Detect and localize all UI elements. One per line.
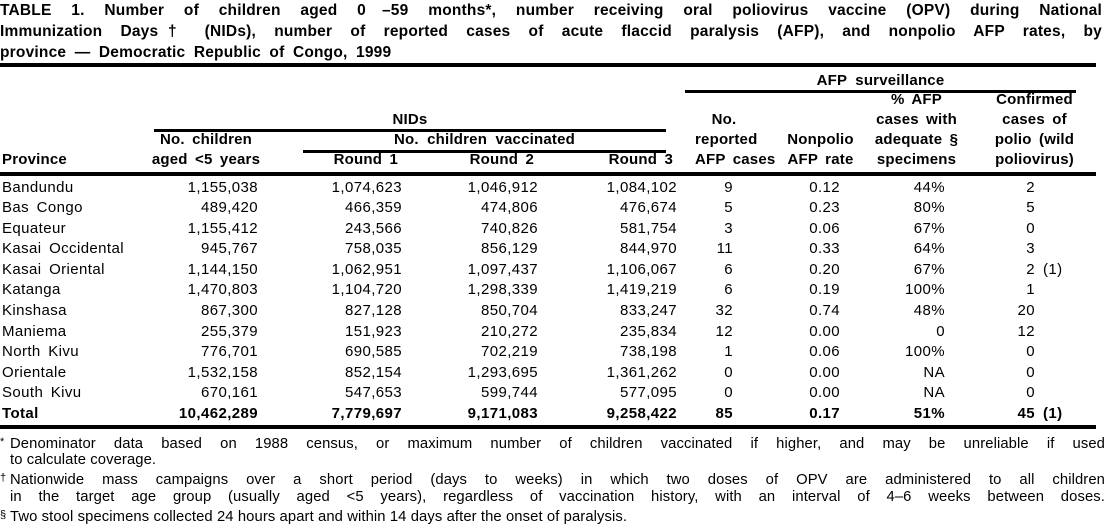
cell-rate: 0.06 — [809, 343, 840, 361]
footnote-1-line-2: to calculate coverage. — [10, 452, 157, 469]
cell-afp_cases: 0 — [724, 363, 733, 381]
cell-confirmed-group — [951, 239, 1078, 260]
col-header-children: No. children aged <5 years — [151, 131, 261, 168]
cell-confirmed: 1 — [1026, 281, 1035, 299]
cell-confirmed-group — [951, 363, 1078, 384]
cell-rate: 0.74 — [809, 302, 840, 320]
table-title-line3: province — Democratic Republic of Congo, 1999 — [0, 44, 392, 61]
cell-confirmed: 0 — [1026, 384, 1035, 402]
cell-confirmed: 12 — [1017, 322, 1035, 340]
cell-children: 867,300 — [200, 302, 258, 320]
cell-confirmed: 45 — [1017, 405, 1035, 423]
asterisk-symbol: * — [0, 436, 5, 448]
section-symbol: § — [0, 508, 7, 521]
title-line1-part-a: TABLE 1. Number of children aged 0 — [0, 2, 366, 19]
cell-round3: 581,754 — [619, 219, 677, 237]
header-bottom-rule — [0, 172, 1096, 177]
cell-children: 489,420 — [200, 199, 258, 217]
cell-children: 10,462,289 — [178, 405, 258, 423]
cell-round2: 599,744 — [480, 384, 538, 402]
col-header-province: Province — [2, 151, 67, 168]
cell-adequate: 44% — [913, 178, 945, 196]
table-row — [0, 301, 1078, 322]
cell-adequate: 100% — [905, 343, 945, 361]
table-row — [0, 178, 1078, 199]
cell-confirmed: 2 — [1026, 178, 1035, 196]
footnote-2-line-2: in the target age group (usually aged <5 years), regardless of vaccination history, with an interval of 4–6 weeks between doses. — [10, 488, 1105, 505]
cell-confirmed-suffix — [1035, 342, 1078, 363]
cell-adequate: NA — [923, 363, 945, 381]
cell-round1: 827,128 — [344, 302, 402, 320]
cell-adequate: 100% — [905, 281, 945, 299]
cell-confirmed-suffix — [1035, 301, 1078, 322]
col-header-confirmed: Confirmed cases of polio (wild poliovirus) — [994, 91, 1075, 168]
cell-children: 1,532,158 — [187, 363, 258, 381]
cell-confirmed: 0 — [1026, 219, 1035, 237]
cell-rate: 0.00 — [809, 363, 840, 381]
cell-province: Kasai Occidental — [2, 240, 124, 258]
cell-rate: 0.00 — [809, 384, 840, 402]
table-bottom-rule — [0, 425, 1096, 429]
cell-confirmed-group — [951, 178, 1078, 199]
cell-province: Kasai Oriental — [2, 260, 105, 278]
cell-confirmed-group — [951, 404, 1078, 425]
cell-round2: 210,272 — [480, 322, 538, 340]
cell-province: Bas Congo — [2, 199, 83, 217]
cell-afp_cases: 3 — [724, 219, 733, 237]
cell-round1: 547,653 — [344, 384, 402, 402]
table-row — [0, 219, 1078, 240]
col-header-round1: Round 1 — [333, 151, 398, 168]
col-header-nonpolio-rate: Nonpolio AFP rate — [787, 131, 854, 168]
nids-group-header: NIDs — [392, 111, 428, 128]
cell-children: 1,155,038 — [187, 178, 258, 196]
cell-confirmed-group — [951, 322, 1078, 343]
cell-round3: 1,361,262 — [606, 363, 677, 381]
cell-confirmed-suffix — [1035, 239, 1078, 260]
cell-afp_cases: 6 — [724, 260, 733, 278]
table-body — [0, 178, 1078, 425]
cell-province: Katanga — [2, 281, 61, 299]
cell-confirmed: 5 — [1026, 199, 1035, 217]
table-title — [0, 0, 1102, 63]
cell-round2: 702,219 — [480, 343, 538, 361]
cell-rate: 0.19 — [809, 281, 840, 299]
table-title-line1 — [0, 0, 1102, 21]
cell-rate: 0.06 — [809, 219, 840, 237]
cell-confirmed-suffix — [1035, 198, 1078, 219]
cell-round1: 466,359 — [344, 199, 402, 217]
table-row — [0, 260, 1078, 281]
cell-adequate: 0 — [936, 322, 945, 340]
cell-afp_cases: 12 — [715, 322, 733, 340]
cell-children: 776,701 — [200, 343, 258, 361]
cell-children: 1,155,412 — [187, 219, 258, 237]
cell-confirmed-suffix — [1035, 178, 1078, 199]
col-header-reported-afp: No. reported AFP cases — [695, 111, 776, 168]
footnotes — [0, 433, 1105, 524]
cell-confirmed-group — [951, 301, 1078, 322]
cell-confirmed-group — [951, 260, 1078, 281]
footnote-1-line-1 — [0, 433, 1105, 451]
afp-surveillance-group-header: AFP surveillance — [816, 72, 945, 89]
cell-confirmed-suffix — [1035, 363, 1078, 384]
table-row — [0, 383, 1078, 404]
cell-round1: 7,779,697 — [331, 405, 402, 423]
cell-round1: 151,923 — [344, 322, 402, 340]
children-vaccinated-group-header: No. children vaccinated — [394, 131, 575, 148]
cell-rate: 0.20 — [809, 260, 840, 278]
cell-province: Orientale — [2, 363, 67, 381]
cell-round3: 1,106,067 — [606, 260, 677, 278]
cell-confirmed: 3 — [1026, 240, 1035, 258]
cell-province: Bandundu — [2, 178, 74, 196]
cell-adequate: 64% — [913, 240, 945, 258]
column-header-row — [0, 88, 1078, 170]
col-header-round2: Round 2 — [469, 151, 534, 168]
table-row — [0, 239, 1078, 260]
cell-afp_cases: 11 — [716, 240, 733, 258]
cell-province: Equateur — [2, 219, 67, 237]
cell-adequate: 80% — [913, 199, 945, 217]
cell-rate: 0.00 — [809, 322, 840, 340]
cell-confirmed-group — [951, 342, 1078, 363]
cell-round3: 1,419,219 — [606, 281, 677, 299]
cell-adequate: NA — [923, 384, 945, 402]
cell-round2: 1,293,695 — [467, 363, 538, 381]
cell-round3: 1,084,102 — [606, 178, 677, 196]
cell-afp_cases: 5 — [724, 199, 733, 217]
cell-rate: 0.33 — [809, 240, 840, 258]
cell-afp_cases: 32 — [715, 302, 733, 320]
cell-confirmed-group — [951, 280, 1078, 301]
cell-children: 1,470,803 — [187, 281, 258, 299]
cell-confirmed-group — [951, 219, 1078, 240]
cell-round1: 1,074,623 — [331, 178, 402, 196]
cell-confirmed-suffix — [1035, 280, 1078, 301]
cell-children: 670,161 — [200, 384, 258, 402]
cell-round2: 9,171,083 — [467, 405, 538, 423]
cell-afp_cases: 9 — [724, 178, 733, 196]
cell-round1: 852,154 — [344, 363, 402, 381]
footnote-3-line-1 — [0, 506, 1105, 524]
cell-confirmed: 2 — [1026, 260, 1035, 278]
cell-round3: 577,095 — [619, 384, 677, 402]
cell-confirmed-suffix — [1035, 383, 1078, 404]
dagger-symbol: † — [0, 472, 7, 485]
cell-round1: 1,062,951 — [331, 260, 402, 278]
cell-adequate: 67% — [913, 260, 945, 278]
cell-province: Maniema — [2, 322, 67, 340]
footnote-2-text: Nationwide mass campaigns over a short period (days to weeks) in which two doses of OPV are administered to all children — [10, 472, 1105, 489]
cell-round3: 476,674 — [619, 199, 677, 217]
cell-round3: 738,198 — [619, 343, 677, 361]
table-row — [0, 198, 1078, 219]
title-divider-rule — [0, 63, 1096, 67]
cell-round2: 1,097,437 — [467, 260, 538, 278]
cell-round3: 235,834 — [619, 322, 677, 340]
footnote-2-line-1 — [0, 469, 1105, 487]
cell-children: 1,144,150 — [187, 260, 258, 278]
col-header-adequate: % AFP cases with adequate § specimens — [874, 91, 959, 168]
cell-afp_cases: 1 — [724, 343, 733, 361]
cell-confirmed-suffix: (1) — [1043, 260, 1063, 278]
cell-rate: 0.23 — [809, 199, 840, 217]
footnote-3-text: Two stool specimens collected 24 hours apart and within 14 days after the onset of paralysis. — [10, 508, 628, 525]
cell-province: Total — [2, 405, 39, 423]
cell-province: South Kivu — [2, 384, 82, 402]
table-row — [0, 363, 1078, 384]
cell-confirmed-suffix: (1) — [1043, 405, 1063, 423]
cell-confirmed-suffix — [1035, 322, 1078, 343]
cell-adequate: 48% — [913, 302, 945, 320]
cell-children: 255,379 — [200, 322, 258, 340]
cell-afp_cases: 0 — [724, 384, 733, 402]
cell-round2: 1,298,339 — [467, 281, 538, 299]
cell-afp_cases: 6 — [724, 281, 733, 299]
cell-round2: 474,806 — [480, 199, 538, 217]
cell-confirmed: 0 — [1026, 363, 1035, 381]
table-title-line2: Immunization Days† (NIDs), number of reported cases of acute flaccid paralysis (AFP), and nonpolio AFP rates, by — [0, 23, 1102, 40]
cell-round3: 9,258,422 — [606, 405, 677, 423]
cell-round1: 758,035 — [344, 240, 402, 258]
cell-province: North Kivu — [2, 343, 80, 361]
cell-rate: 0.17 — [809, 405, 840, 423]
col-header-round3: Round 3 — [608, 151, 673, 168]
cell-confirmed-group — [951, 198, 1078, 219]
cell-round1: 690,585 — [344, 343, 402, 361]
footnote-1-text: Denominator data based on 1988 census, or maximum number of children vaccinated if higher, and may be unreliable if used — [10, 436, 1105, 452]
cell-round2: 856,129 — [480, 240, 538, 258]
cell-confirmed: 20 — [1017, 302, 1035, 320]
cell-round2: 850,704 — [480, 302, 538, 320]
cell-round1: 243,566 — [344, 219, 402, 237]
cell-adequate: 51% — [913, 405, 945, 423]
cell-confirmed-group — [951, 383, 1078, 404]
cell-children: 945,767 — [200, 240, 258, 258]
cell-confirmed-suffix — [1035, 219, 1078, 240]
cell-round3: 833,247 — [619, 302, 677, 320]
cell-adequate: 67% — [913, 219, 945, 237]
cell-afp_cases: 85 — [715, 405, 733, 423]
title-line1-part-b: –59 months*, number receiving oral poliovirus vaccine (OPV) during National — [381, 2, 1103, 19]
cell-province: Kinshasa — [2, 302, 67, 320]
cell-round2: 740,826 — [480, 219, 538, 237]
cell-round1: 1,104,720 — [331, 281, 402, 299]
table-row — [0, 280, 1078, 301]
cell-rate: 0.12 — [809, 178, 840, 196]
cell-confirmed: 0 — [1026, 343, 1035, 361]
table-row — [0, 322, 1078, 343]
table-row — [0, 404, 1078, 425]
table-row — [0, 342, 1078, 363]
cell-round2: 1,046,912 — [467, 178, 538, 196]
cell-round3: 844,970 — [619, 240, 677, 258]
